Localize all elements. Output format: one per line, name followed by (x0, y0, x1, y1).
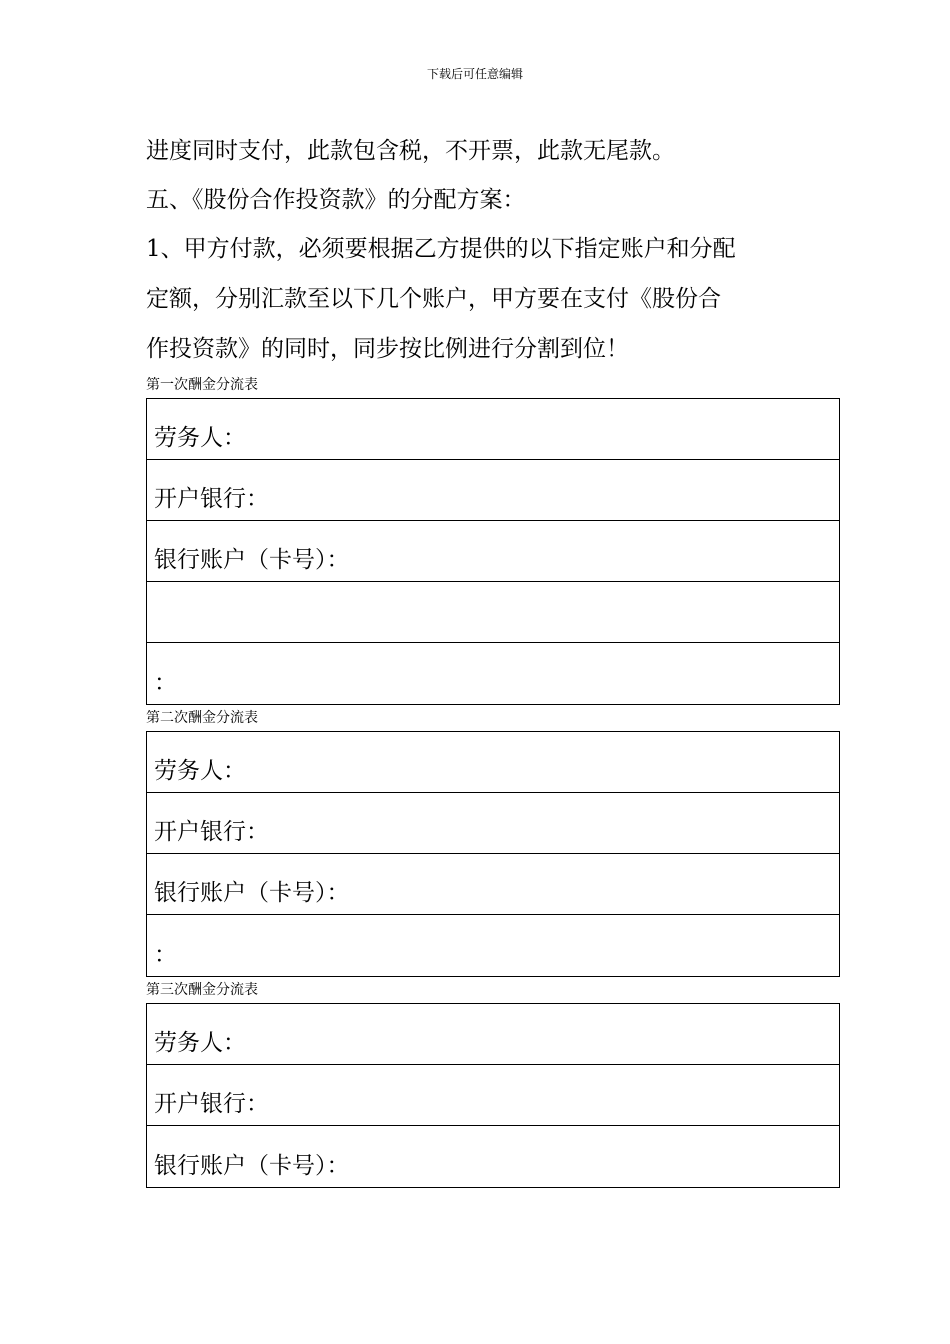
row-label-colon: ： (154, 670, 177, 696)
table-row (147, 1126, 839, 1187)
section-heading: 五、《股份合作投资款》的分配方案： (146, 187, 526, 213)
table-1 (146, 398, 840, 705)
row-label-account: 银行账户（卡号）： (154, 1153, 350, 1179)
paragraph-line-3: 1、甲方付款，必须要根据乙方提供的以下指定账户和分配 (146, 236, 736, 262)
row-label-bank: 开户银行： (154, 819, 269, 845)
paragraph-line-1: 进度同时支付，此款包含税，不开票，此款无尾款。 (146, 138, 675, 164)
table-row (147, 460, 839, 521)
table-row (147, 521, 839, 582)
table-3 (146, 1003, 840, 1188)
table-row (147, 1004, 839, 1065)
table-row (147, 643, 839, 704)
table-row (147, 582, 839, 643)
paragraph-line-5: 作投资款》的同时，同步按比例进行分割到位！ (146, 336, 629, 362)
table-row (147, 854, 839, 915)
row-label-bank: 开户银行： (154, 486, 269, 512)
table-row (147, 793, 839, 854)
page-header: 下载后可任意编辑 (426, 67, 523, 81)
paragraph-line-4: 定额，分别汇款至以下几个账户，甲方要在支付《股份合 (146, 286, 721, 312)
table-1-caption: 第一次酬金分流表 (146, 377, 258, 393)
table-row (147, 732, 839, 793)
table-3-caption: 第三次酬金分流表 (146, 982, 258, 998)
row-label-laborer: 劳务人： (154, 1030, 246, 1056)
row-label-account: 银行账户（卡号）： (154, 880, 350, 906)
table-2-caption: 第二次酬金分流表 (146, 710, 258, 726)
row-label-laborer: 劳务人： (154, 425, 246, 451)
row-label-laborer: 劳务人： (154, 758, 246, 784)
row-label-colon: ： (154, 942, 177, 968)
table-row (147, 915, 839, 976)
row-label-bank: 开户银行： (154, 1091, 269, 1117)
row-label-account: 银行账户（卡号）： (154, 547, 350, 573)
table-2 (146, 731, 840, 977)
table-row (147, 399, 839, 460)
table-row (147, 1065, 839, 1126)
